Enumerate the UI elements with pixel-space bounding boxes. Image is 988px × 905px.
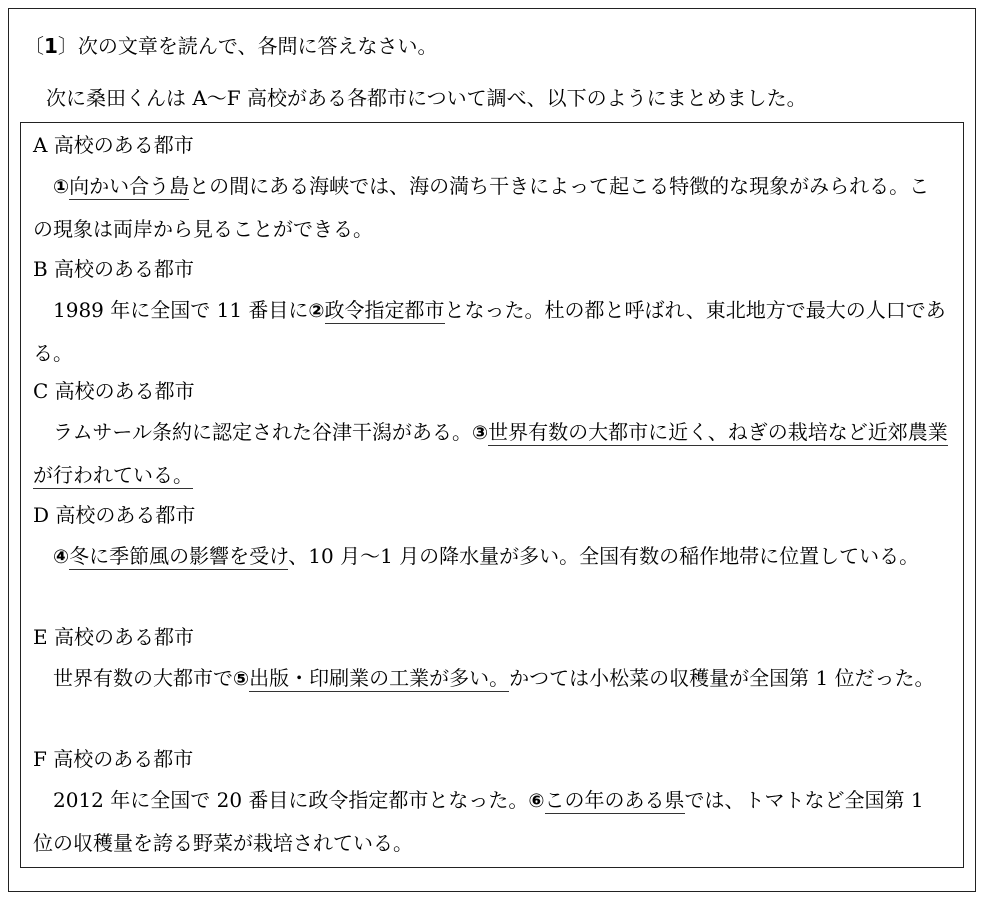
section-heading: A 高校のある都市 xyxy=(33,133,194,157)
question-header xyxy=(24,32,438,60)
marker-4: ④ xyxy=(53,546,70,568)
section-text-after: との間にある海峡では、海の満ち干きによって起こる特徴的な現象がみられる。この現象は両岸から見ることができる。 xyxy=(33,174,930,241)
section-f xyxy=(33,739,948,864)
section-body xyxy=(33,165,948,250)
question-bracket-close: 〕 xyxy=(57,34,78,58)
section-text-after: かつては小松菜の収穫量が全国第 1 位だった。 xyxy=(509,666,935,690)
section-body xyxy=(33,657,948,700)
question-bracket-open: 〔 xyxy=(24,34,44,58)
marker-6: ⑥ xyxy=(528,790,545,812)
section-text-after: 、10 月～1 月の降水量が多い。全国有数の稲作地帯に位置している。 xyxy=(288,544,920,568)
underlined-phrase-1: 向かい合う島 xyxy=(69,174,190,198)
section-heading: C 高校のある都市 xyxy=(33,379,195,403)
underlined-phrase-4: 冬に季節風の影響を受け xyxy=(69,544,289,568)
section-body xyxy=(33,411,948,496)
underlined-phrase-2: 政令指定都市 xyxy=(324,298,445,322)
summary-box xyxy=(20,122,964,868)
marker-5: ⑤ xyxy=(233,668,250,690)
section-body xyxy=(33,289,948,374)
intro-text: 次に桑田くんは A～F 高校がある各都市について調べ、以下のようにまとめました。 xyxy=(46,86,807,110)
marker-3: ③ xyxy=(472,422,489,444)
section-text-after: では、トマトなど全国第 1 位の収穫量を誇る野菜が栽培されている。 xyxy=(33,788,924,855)
section-c xyxy=(33,371,948,496)
underlined-phrase-5: 出版・印刷業の工業が多い。 xyxy=(249,666,510,690)
section-heading: B 高校のある都市 xyxy=(33,257,195,281)
marker-2: ② xyxy=(308,300,325,322)
section-heading: E 高校のある都市 xyxy=(33,625,194,649)
section-text-before: 2012 年に全国で 20 番目に政令指定都市となった。 xyxy=(53,788,529,812)
section-a xyxy=(33,125,948,250)
section-body xyxy=(33,535,948,578)
section-text-before: 1989 年に全国で 11 番目に xyxy=(53,298,309,322)
section-heading: F 高校のある都市 xyxy=(33,747,194,771)
section-text-before: 世界有数の大都市で xyxy=(53,666,233,690)
question-number: 1 xyxy=(44,34,58,58)
underlined-phrase-6: この年のある県 xyxy=(544,788,685,812)
section-text-after: となった。杜の都と呼ばれ、東北地方で最大の人口である。 xyxy=(33,298,946,365)
section-heading: D 高校のある都市 xyxy=(33,503,196,527)
section-e xyxy=(33,617,948,700)
question-instruction: 次の文章を読んで、各問に答えなさい。 xyxy=(77,34,438,58)
underlined-phrase-3: 世界有数の大都市に近く、ねぎの栽培など近郊農業が行われている。 xyxy=(33,420,948,487)
marker-1: ① xyxy=(53,176,70,198)
section-body xyxy=(33,779,948,864)
section-d xyxy=(33,495,948,578)
section-text-before: ラムサール条約に認定された谷津干潟がある。 xyxy=(53,420,472,444)
section-b xyxy=(33,249,948,374)
